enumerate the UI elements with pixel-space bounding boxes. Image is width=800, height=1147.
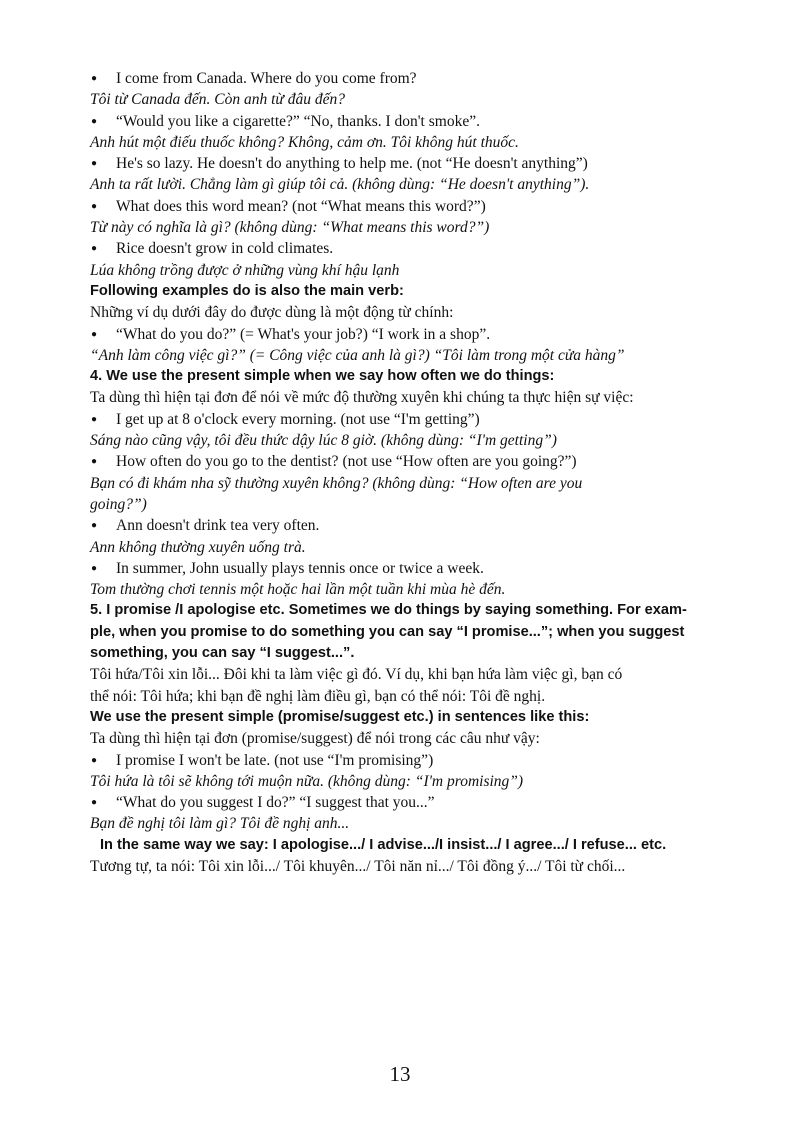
translation-line: Lúa không trồng được ở những vùng khí hậu lạnh	[90, 261, 400, 279]
example-bullet: ● What does this word mean? (not “What means this word?”)	[90, 196, 740, 217]
translation-line: Sáng nào cũng vậy, tôi đều thức dậy lúc 8 giờ. (không dùng: “I'm getting”)	[90, 432, 557, 450]
translation-line: Bạn có đi khám nha sỹ thường xuyên không? (không dùng: “How often are you	[90, 474, 583, 492]
example-bullet: ● How often do you go to the dentist? (not use “How often are you going?”)	[90, 451, 740, 472]
translation-line: Ann không thường xuyên uống trà.	[90, 538, 306, 556]
translation-line: Anh ta rất lười. Chẳng làm gì giúp tôi cả. (không dùng: “He doesn't anything”).	[90, 176, 590, 194]
example-bullet: ● I get up at 8 o'clock every morning. (not use “I'm getting”)	[90, 409, 740, 430]
translation-line: Anh hút một điếu thuốc không? Không, cảm ơn. Tôi không hút thuốc.	[90, 133, 519, 151]
example-bullet: ● Ann doesn't drink tea very often.	[90, 515, 740, 536]
translation-line: Từ này có nghĩa là gì? (không dùng: “What means this word?”)	[90, 219, 490, 237]
translation-line: Tom thường chơi tennis một hoặc hai lần một tuần khi mùa hè đến.	[90, 581, 506, 599]
section-heading: Following examples do is also the main verb:	[90, 282, 404, 299]
translation-line: Tôi từ Canada đến. Còn anh từ đâu đến?	[90, 91, 346, 109]
section-heading-4: 4. We use the present simple when we say how often we do things:	[90, 368, 555, 385]
body-line: thể nói: Tôi hứa; khi bạn đề nghị làm điều gì, bạn có thể nói: Tôi đề nghị.	[90, 687, 546, 705]
example-bullet: ● “Would you like a cigarette?” “No, thanks. I don't smoke”.	[90, 111, 740, 132]
body-line: Tương tự, ta nói: Tôi xin lỗi.../ Tôi khuyên.../ Tôi năn nỉ.../ Tôi đồng ý.../ Tôi từ chối...	[90, 857, 626, 875]
body-line: Tôi hứa/Tôi xin lỗi... Đôi khi ta làm việc gì đó. Ví dụ, khi bạn hứa làm việc gì, bạn có	[90, 666, 623, 684]
example-bullet: ● “What do you do?” (= What's your job?) “I work in a shop”.	[90, 324, 740, 345]
body-line: Ta dùng thì hiện tại đơn để nói về mức độ thường xuyên khi chúng ta thực hiện sự việc:	[90, 389, 634, 407]
translation-line: Bạn đề nghị tôi làm gì? Tôi đề nghị anh...	[90, 815, 350, 833]
section-note: In the same way we say: I apologise.../ I advise.../I insist.../ I agree.../ I refuse... etc.	[100, 836, 667, 853]
example-bullet: ● I come from Canada. Where do you come from?	[90, 68, 740, 89]
section-heading-5-cont: ple, when you promise to do something you can say “I promise...”; when you suggest	[90, 623, 685, 640]
section-heading-5-cont: something, you can say “I suggest...”.	[90, 645, 355, 662]
page-number: 13	[389, 1062, 411, 1086]
translation-line: Tôi hứa là tôi sẽ không tới muộn nữa. (không dùng: “I'm promising”)	[90, 772, 524, 790]
example-bullet: ● “What do you suggest I do?” “I suggest that you...”	[90, 792, 740, 813]
page-body	[90, 68, 740, 877]
translation-line: “Anh làm công việc gì?” (= Công việc của anh là gì?) “Tôi làm trong một cửa hàng”	[90, 346, 625, 364]
section-subheading: We use the present simple (promise/suggest etc.) in sentences like this:	[90, 708, 590, 725]
example-bullet: ● Rice doesn't grow in cold climates.	[90, 238, 740, 259]
example-bullet: ● I promise I won't be late. (not use “I'm promising”)	[90, 750, 740, 771]
body-line: Ta dùng thì hiện tại đơn (promise/suggest) để nói trong các câu như vậy:	[90, 730, 540, 748]
example-bullet: ● In summer, John usually plays tennis once or twice a week.	[90, 558, 740, 579]
translation-line-cont: going?”)	[90, 495, 147, 513]
body-line: Những ví dụ dưới đây do được dùng là một động từ chính:	[90, 304, 454, 322]
section-heading-5: 5. I promise /I apologise etc. Sometimes we do things by saying something. For exam-	[90, 602, 687, 619]
example-bullet: ● He's so lazy. He doesn't do anything to help me. (not “He doesn't anything”)	[90, 153, 740, 174]
